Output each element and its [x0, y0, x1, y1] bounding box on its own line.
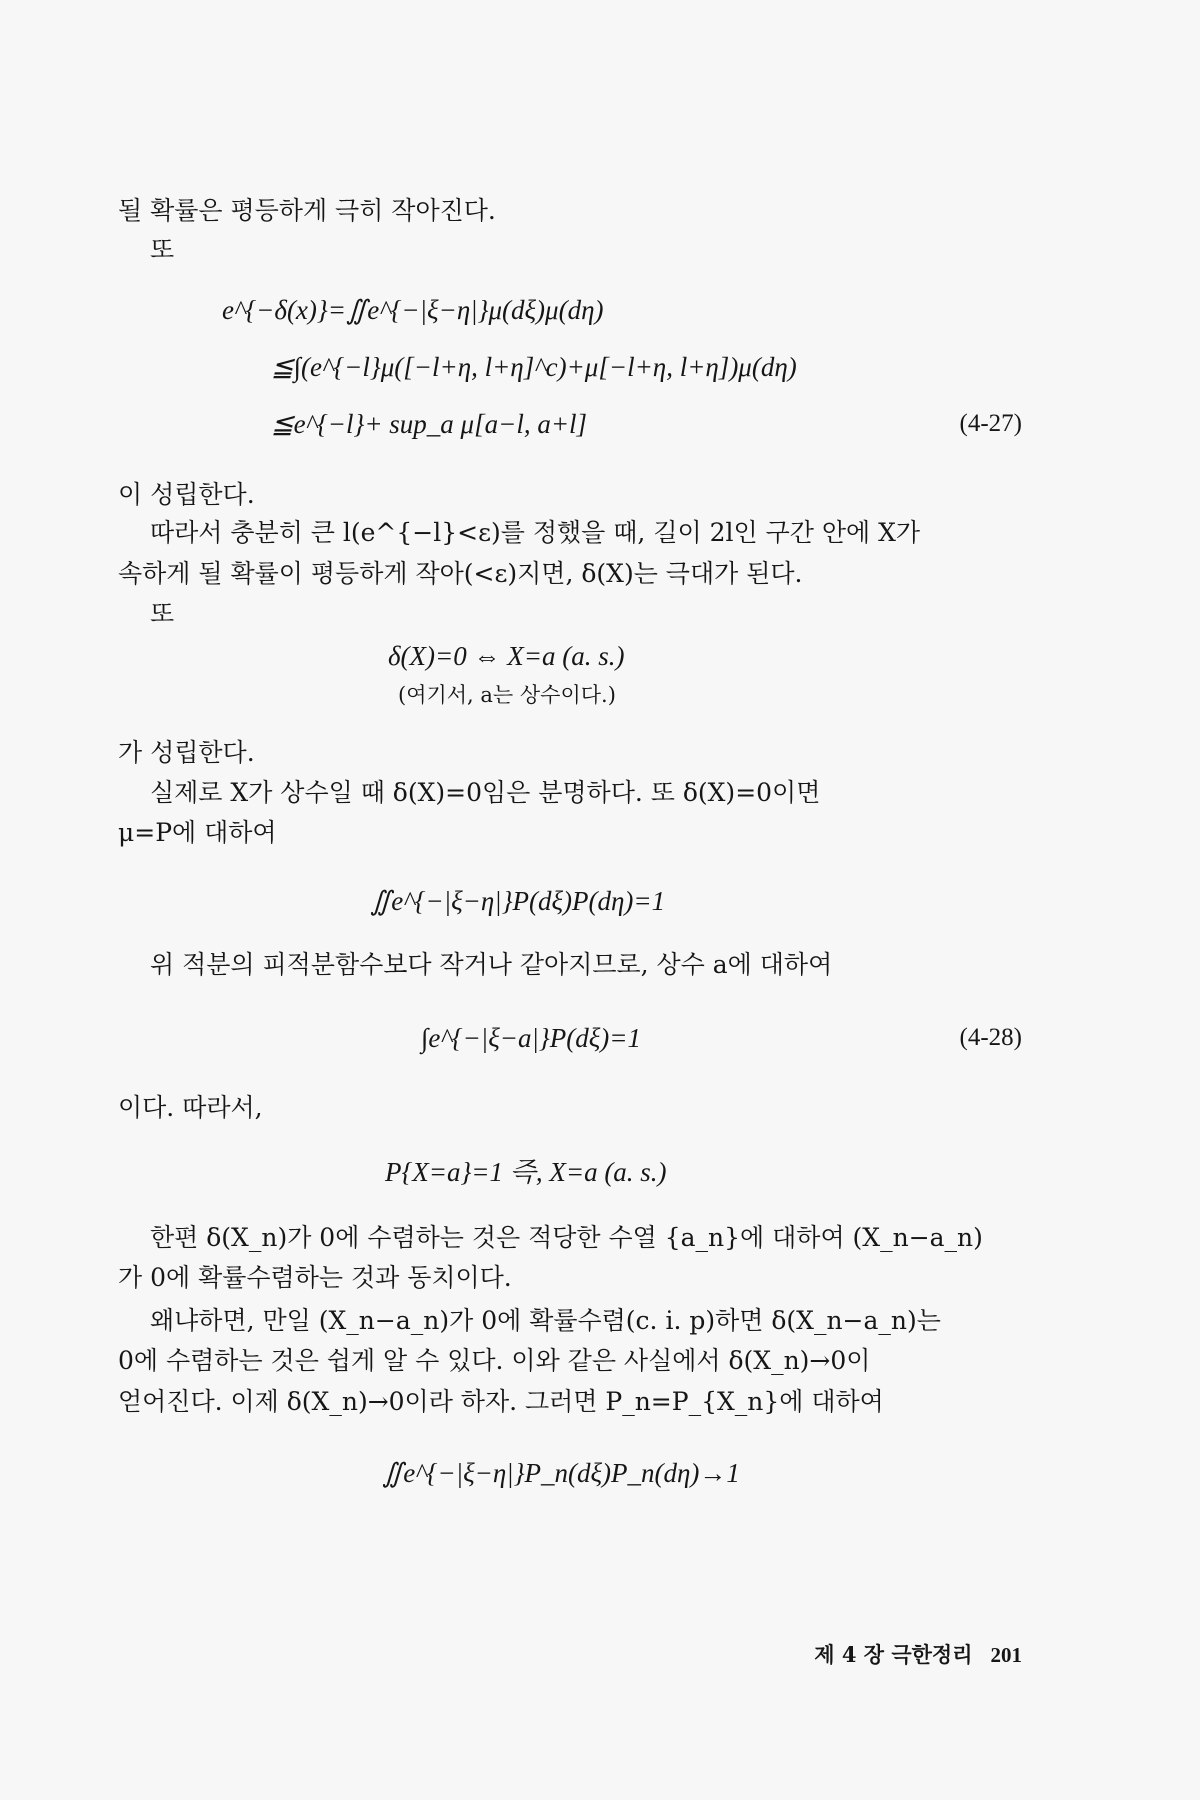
paragraph-intro: 될 확률은 평등하게 극히 작아진다. [118, 196, 496, 225]
equation-4-27-line-3: ≦e^{−l}+ sup_a μ[a−l, a+l] [271, 409, 588, 439]
paragraph-holds-2: 가 성립한다. [118, 738, 255, 767]
paragraph-therefore: 이다. 따라서, [118, 1093, 263, 1122]
page-footer [814, 1640, 1022, 1670]
equation-number-4-27: (4-27) [959, 410, 1022, 437]
equation-4-27-line-1: e^{−δ(x)}=∬e^{−|ξ−η|}μ(dξ)μ(dη) [222, 295, 604, 325]
equation-center-1-note: (여기서, a는 상수이다.) [398, 683, 616, 707]
paragraph-2-line-1: 실제로 X가 상수일 때 δ(X)=0임은 분명하다. 또 δ(X)=0이면 [150, 778, 821, 807]
also-word-1: 또 [150, 235, 175, 264]
equation-center-1: δ(X)=0 ⇔ X=a (a. s.) [388, 641, 625, 671]
equation-number-4-28: (4-28) [959, 1024, 1022, 1051]
chapter-title: 제 4 장 극한정리 [814, 1642, 973, 1667]
equation-4-28: ∫e^{−|ξ−a|}P(dξ)=1 [421, 1023, 641, 1053]
equation-center-2: P{X=a}=1 즉, X=a (a. s.) [385, 1157, 667, 1187]
paragraph-5-line-1: 왜냐하면, 만일 (X_n−a_n)가 0에 확률수렴(c. i. p)하면 δ(X_n−a_n)는 [150, 1306, 941, 1335]
paragraph-1-line-2: 속하게 될 확률이 평등하게 작아(<ε)지면, δ(X)는 극대가 된다. [118, 559, 803, 588]
paragraph-4-line-2: 가 0에 확률수렴하는 것과 동치이다. [118, 1263, 512, 1292]
paragraph-2-line-2: μ=P에 대하여 [118, 818, 277, 847]
paragraph-3: 위 적분의 피적분함수보다 작거나 같아지므로, 상수 a에 대하여 [150, 950, 833, 979]
paragraph-4-line-1: 한편 δ(X_n)가 0에 수렴하는 것은 적당한 수열 {a_n}에 대하여 (X_n−a_n) [150, 1223, 983, 1252]
also-word-2: 또 [150, 599, 175, 628]
paragraph-5-line-2: 0에 수렴하는 것은 쉽게 알 수 있다. 이와 같은 사실에서 δ(X_n)→0이 [118, 1346, 871, 1375]
paragraph-5-line-3: 얻어진다. 이제 δ(X_n)→0이라 하자. 그러면 P_n=P_{X_n}에 대하여 [118, 1387, 884, 1416]
page-number: 201 [990, 1643, 1022, 1667]
paragraph-1-line-1: 따라서 충분히 큰 l(e^{−l}<ε)를 정했을 때, 길이 2l인 구간 안에 X가 [150, 518, 921, 547]
equation-last: ∬e^{−|ξ−η|}P_n(dξ)P_n(dη)→1 [382, 1458, 740, 1488]
paragraph-holds-1: 이 성립한다. [118, 480, 255, 509]
equation-double-integral: ∬e^{−|ξ−η|}P(dξ)P(dη)=1 [370, 886, 666, 916]
equation-4-27-line-2: ≦∫(e^{−l}μ([−l+η, l+η]^c)+μ[−l+η, l+η])μ(dη) [271, 352, 797, 382]
